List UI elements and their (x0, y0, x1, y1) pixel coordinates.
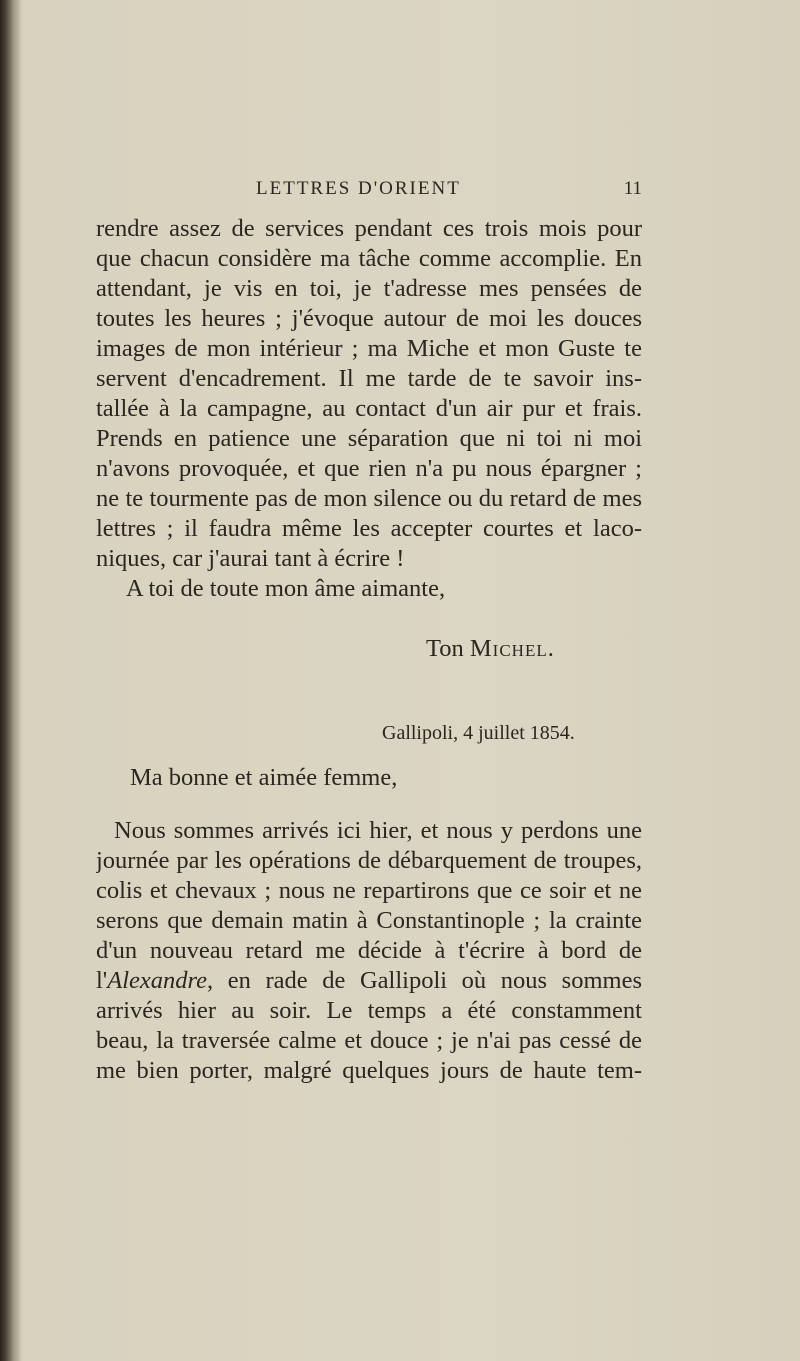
text-line: arrivés hier au soir. Le temps a été constamment (96, 997, 642, 1024)
text-line: me bien porter, malgré quelques jours de haute tem- (96, 1057, 642, 1084)
letter-two-body (96, 816, 642, 1086)
text-line: d'un nouveau retard me décide à t'écrire à bord de (96, 937, 642, 964)
letter-dateline: Gallipoli, 4 juillet 1854. (382, 722, 575, 744)
running-header (108, 172, 644, 206)
text-line: servent d'encadrement. Il me tarde de te savoir ins- (96, 365, 642, 392)
text-line: colis et chevaux ; nous ne repartirons que ce soir et ne (96, 877, 642, 904)
ship-article: l' (96, 967, 108, 994)
text-line: journée par les opérations de débarquement de troupes, (96, 847, 642, 874)
text-line: lettres ; il faudra même les accepter courtes et laco- (96, 515, 642, 542)
letter-salutation: Ma bonne et aimée femme, (130, 764, 398, 791)
letter-closing: A toi de toute mon âme aimante, (126, 575, 446, 602)
running-title: LETTRES D'ORIENT (256, 178, 461, 199)
text-line-with-italic (96, 966, 642, 996)
text-line: beau, la traversée calme et douce ; je n'ai pas cessé de (96, 1027, 642, 1054)
text-line: n'avons provoquée, et que rien n'a pu nous épargner ; (96, 455, 642, 482)
text-line: toutes les heures ; j'évoque autour de moi les douces (96, 305, 642, 332)
ship-line-rest: , en rade de Gallipoli où nous sommes (207, 967, 642, 994)
signature-name: Michel. (469, 635, 555, 662)
letter-signature (426, 634, 555, 664)
text-line: images de mon intérieur ; ma Miche et mon Guste te (96, 335, 642, 362)
signature-prefix: Ton (426, 635, 470, 662)
text-line: attendant, je vis en toi, je t'adresse mes pensées de (96, 275, 642, 302)
text-line: ne te tourmente pas de mon silence ou du retard de mes (96, 485, 642, 512)
text-line: Nous sommes arrivés ici hier, et nous y perdons une (114, 817, 642, 844)
spine-shadow (0, 0, 22, 1361)
ship-name: Alexandre (107, 967, 208, 994)
text-line: serons que demain matin à Constantinople ; la crainte (96, 907, 642, 934)
page-number: 11 (623, 178, 642, 199)
text-line: niques, car j'aurai tant à écrire ! (96, 545, 405, 572)
letter-one-body (96, 214, 642, 604)
text-line: que chacun considère ma tâche comme accomplie. En (96, 245, 642, 272)
text-line: rendre assez de services pendant ces trois mois pour (96, 215, 642, 242)
text-line: tallée à la campagne, au contact d'un air pur et frais. (96, 395, 642, 422)
text-line: Prends en patience une séparation que ni toi ni moi (96, 425, 642, 452)
